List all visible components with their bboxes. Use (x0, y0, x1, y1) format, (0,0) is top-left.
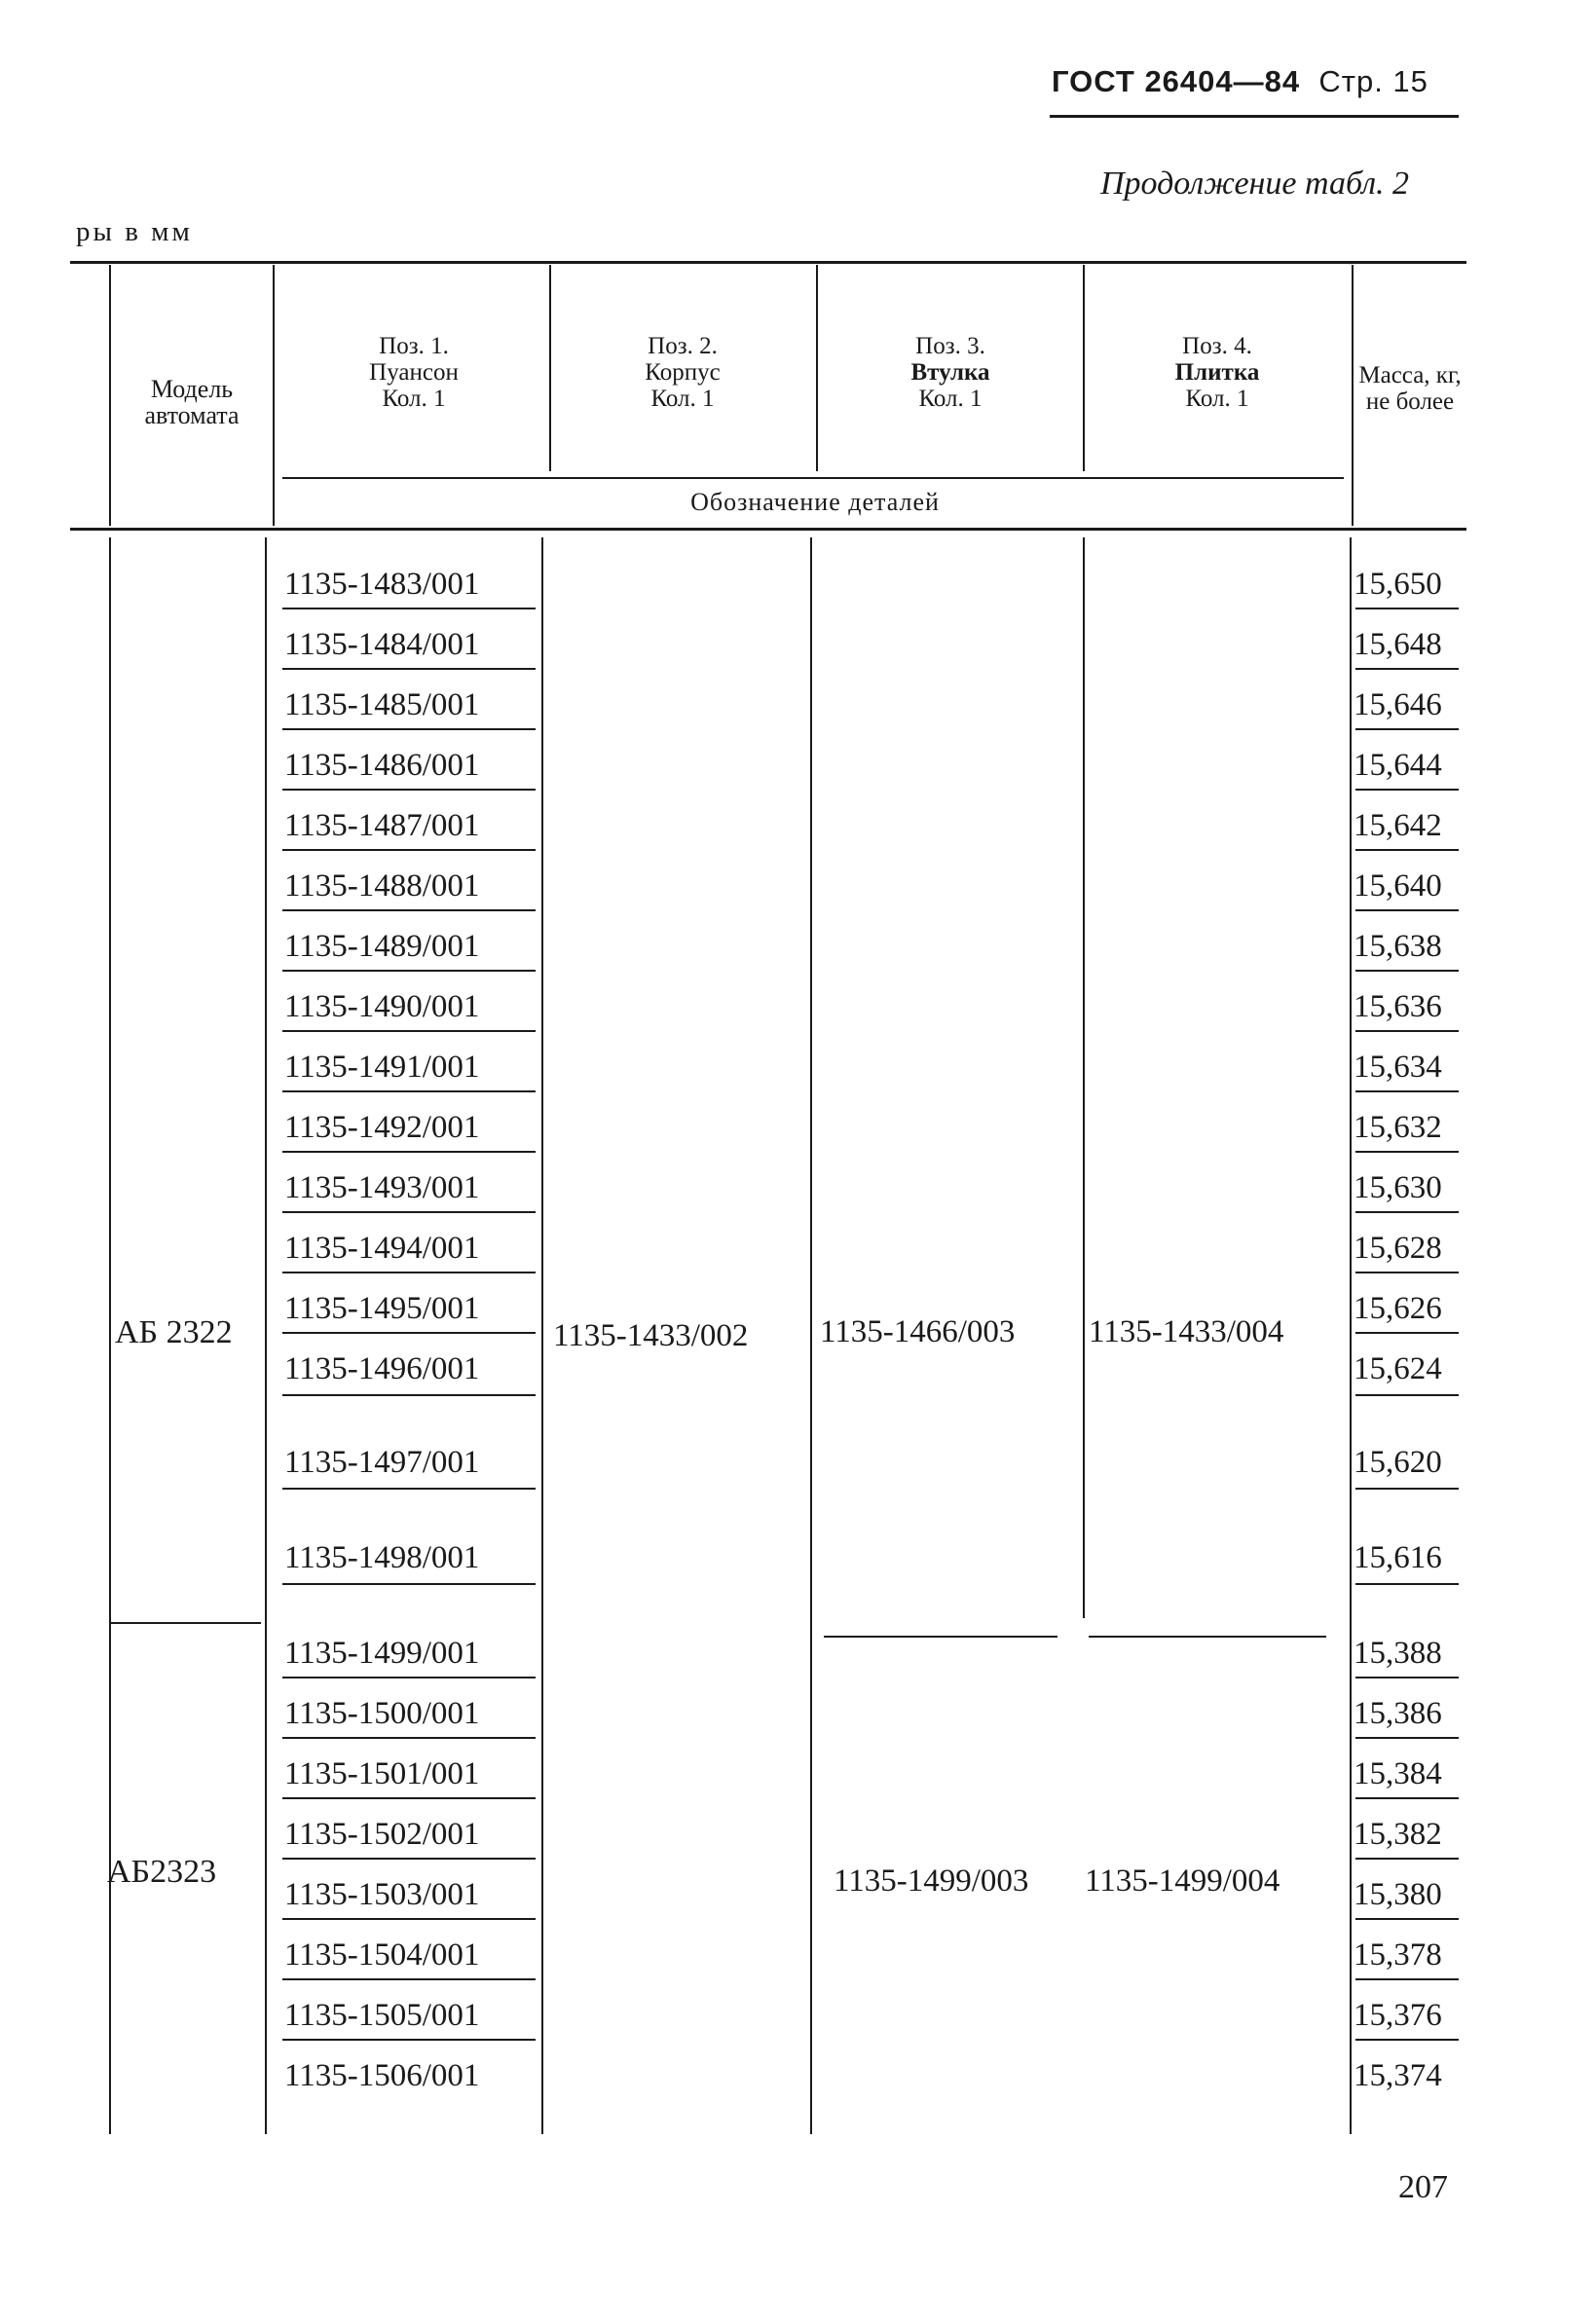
row-underline (282, 1677, 536, 1678)
header-pos2 (551, 333, 814, 412)
row-underline (282, 1918, 536, 1920)
mass-underline (1355, 1272, 1459, 1273)
row-underline (282, 1488, 536, 1490)
row-underline (282, 1090, 536, 1092)
pos1-cell: 1135-1483/001 (284, 567, 480, 602)
pos4-group-1: 1135-1433/004 (1089, 1314, 1284, 1349)
row-underline (282, 1030, 536, 1032)
pos3-qty: Кол. 1 (918, 386, 983, 412)
mass-underline (1355, 1858, 1459, 1860)
mass-cell: 15,650 (1354, 567, 1442, 602)
mass-underline (1355, 608, 1459, 609)
mass-cell: 15,630 (1354, 1170, 1442, 1205)
pos2-group-1: 1135-1433/002 (553, 1318, 749, 1353)
pos3-group-2: 1135-1499/003 (834, 1863, 1029, 1899)
mass-cell: 15,388 (1354, 1636, 1442, 1671)
pos1-cell: 1135-1497/001 (284, 1445, 480, 1480)
pos1-cell: 1135-1489/001 (284, 929, 480, 964)
row-underline (282, 1978, 536, 1980)
mass-underline (1355, 668, 1459, 670)
pos1-cell: 1135-1500/001 (284, 1696, 480, 1731)
pos1-cell: 1135-1505/001 (284, 1998, 480, 2033)
mass-underline (1355, 1151, 1459, 1153)
group-separator-pos3 (824, 1636, 1057, 1638)
pos4-group-2: 1135-1499/004 (1085, 1863, 1280, 1899)
row-underline (282, 970, 536, 972)
row-underline (282, 1737, 536, 1739)
units-label: ры в мм (76, 216, 193, 247)
mass-cell: 15,640 (1354, 868, 1442, 904)
mass-underline (1355, 1918, 1459, 1920)
body-line-5 (1350, 537, 1352, 2134)
continuation-label: Продолжение табл. 2 (1100, 166, 1410, 202)
row-underline (282, 1151, 536, 1153)
mass-underline (1355, 1583, 1459, 1585)
body-line-2 (541, 537, 543, 2134)
mass-cell: 15,642 (1354, 808, 1442, 843)
mass-cell: 15,626 (1354, 1291, 1442, 1326)
mass-underline (1355, 1737, 1459, 1739)
mass-cell: 15,628 (1354, 1231, 1442, 1266)
mass-cell: 15,648 (1354, 627, 1442, 662)
body-line-0 (109, 537, 111, 2134)
mass-cell: 15,616 (1354, 1540, 1442, 1575)
row-underline (282, 909, 536, 911)
pos1-cell: 1135-1493/001 (284, 1170, 480, 1205)
pos1-cell: 1135-1504/001 (284, 1937, 480, 1973)
row-underline (282, 849, 536, 851)
mass-cell: 15,384 (1354, 1756, 1442, 1791)
standard-number: ГОСТ 26404—84 (1052, 64, 1301, 98)
header-mass: Масса, кг, не более (1358, 362, 1462, 415)
pos1-qty: Кол. 1 (382, 386, 446, 412)
mass-underline (1355, 1488, 1459, 1490)
pos1-name: Пуансон (369, 359, 459, 386)
row-underline (282, 1858, 536, 1860)
designation-rule (282, 477, 1344, 479)
pos2-qty: Кол. 1 (650, 386, 715, 412)
pos4-name: Плитка (1174, 359, 1260, 386)
pos1-cell: 1135-1503/001 (284, 1877, 480, 1912)
mass-underline (1355, 1394, 1459, 1396)
pos1-cell: 1135-1487/001 (284, 808, 480, 843)
header-designation: Обозначение деталей (690, 488, 940, 516)
mass-cell: 15,646 (1354, 687, 1442, 722)
mass-cell: 15,378 (1354, 1937, 1442, 1973)
pos3-title: Поз. 3. (915, 333, 985, 359)
header-pos3 (818, 333, 1083, 412)
mass-cell: 15,382 (1354, 1817, 1442, 1852)
pos2-name: Корпус (645, 359, 721, 386)
mass-cell: 15,386 (1354, 1696, 1442, 1731)
mass-cell: 15,620 (1354, 1445, 1442, 1480)
row-underline (282, 728, 536, 730)
pos1-cell: 1135-1485/001 (284, 687, 480, 722)
group-separator-pos4 (1089, 1636, 1326, 1638)
page-number: 207 (1398, 2169, 1448, 2205)
pos3-group-1: 1135-1466/003 (820, 1314, 1016, 1349)
pos1-cell: 1135-1492/001 (284, 1110, 480, 1145)
mass-underline (1355, 1090, 1459, 1092)
mass-cell: 15,638 (1354, 929, 1442, 964)
mass-cell: 15,634 (1354, 1050, 1442, 1085)
body-line-1 (265, 537, 267, 2134)
pos1-cell: 1135-1502/001 (284, 1817, 480, 1852)
pos1-cell: 1135-1490/001 (284, 989, 480, 1024)
mass-underline (1355, 1797, 1459, 1799)
row-underline (282, 1272, 536, 1273)
model-group-1: АБ 2322 (115, 1314, 233, 1350)
pos1-cell: 1135-1484/001 (284, 627, 480, 662)
row-underline (282, 668, 536, 670)
pos1-cell: 1135-1495/001 (284, 1291, 480, 1326)
mass-cell: 15,624 (1354, 1351, 1442, 1386)
model-group-2: АБ2323 (107, 1854, 217, 1890)
mass-cell: 15,644 (1354, 748, 1442, 783)
pos1-cell: 1135-1498/001 (284, 1540, 480, 1575)
mass-cell: 15,632 (1354, 1110, 1442, 1145)
pos1-title: Поз. 1. (379, 333, 449, 359)
page-header (1052, 64, 1428, 99)
mass-underline (1355, 2039, 1459, 2041)
pos4-title: Поз. 4. (1182, 333, 1252, 359)
pos1-cell: 1135-1491/001 (284, 1050, 480, 1085)
row-underline (282, 2039, 536, 2041)
pos1-cell: 1135-1488/001 (284, 868, 480, 904)
mass-cell: 15,636 (1354, 989, 1442, 1024)
table-header-rule (70, 528, 1466, 531)
table-top-rule (70, 261, 1466, 264)
row-underline (282, 789, 536, 791)
pos1-cell: 1135-1496/001 (284, 1351, 480, 1386)
pos1-cell: 1135-1486/001 (284, 748, 480, 783)
row-underline (282, 1332, 536, 1334)
mass-underline (1355, 1211, 1459, 1213)
body-line-3 (810, 537, 812, 2134)
col-line-1 (273, 265, 275, 526)
row-underline (282, 608, 536, 609)
pos1-cell: 1135-1499/001 (284, 1636, 480, 1671)
mass-cell: 15,380 (1354, 1877, 1442, 1912)
group-separator-model (109, 1622, 261, 1624)
row-underline (282, 1394, 536, 1396)
mass-underline (1355, 728, 1459, 730)
header-underline (1050, 115, 1459, 118)
row-underline (282, 1583, 536, 1585)
pos3-name: Втулка (910, 359, 990, 386)
pos4-qty: Кол. 1 (1185, 386, 1249, 412)
mass-underline (1355, 789, 1459, 791)
pos1-cell: 1135-1506/001 (284, 2058, 480, 2093)
pos1-cell: 1135-1501/001 (284, 1756, 480, 1791)
pos1-cell: 1135-1494/001 (284, 1231, 480, 1266)
mass-underline (1355, 1978, 1459, 1980)
mass-underline (1355, 1332, 1459, 1334)
row-underline (282, 1211, 536, 1213)
row-underline (282, 1797, 536, 1799)
header-pos1 (282, 333, 545, 412)
mass-cell: 15,374 (1354, 2058, 1442, 2093)
body-line-4 (1083, 537, 1085, 1618)
mass-cell: 15,376 (1354, 1998, 1442, 2033)
mass-underline (1355, 1030, 1459, 1032)
header-model: Модель автомата (144, 375, 240, 429)
pos2-title: Поз. 2. (648, 333, 718, 359)
mass-underline (1355, 849, 1459, 851)
mass-underline (1355, 1677, 1459, 1678)
header-pos4 (1085, 333, 1350, 412)
page-label: Стр. 15 (1318, 64, 1428, 98)
mass-underline (1355, 970, 1459, 972)
mass-underline (1355, 909, 1459, 911)
